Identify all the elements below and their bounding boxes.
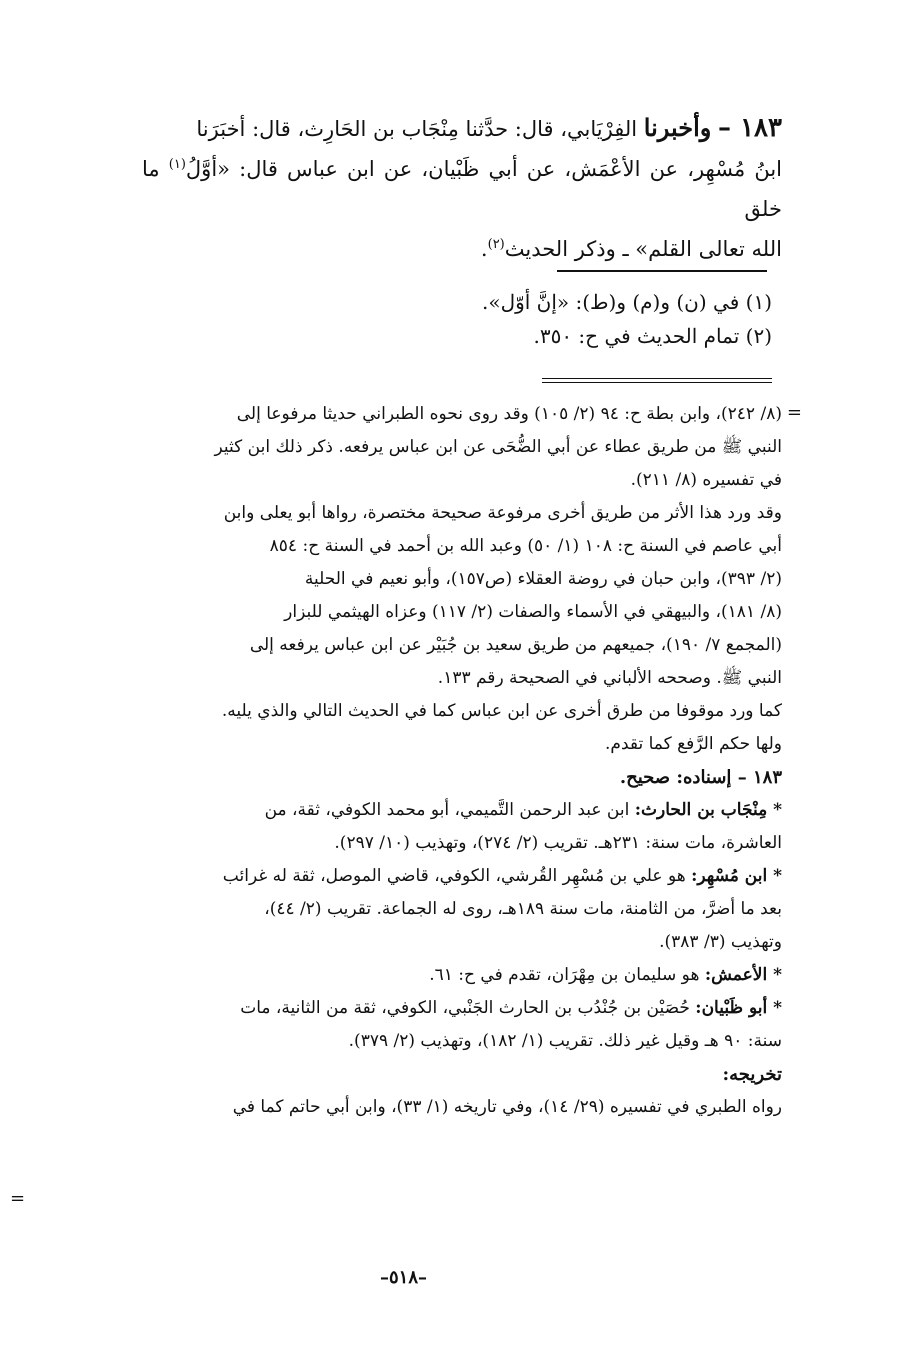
narrator-text: سنة: ٩٠ هـ وقيل غير ذلك. تقريب (١/ ١٨٢)، وتهذيب (٢/ ٣٧٩). bbox=[348, 1031, 782, 1051]
footnote-1-text: في (ن) و(م) و(ط): «إنَّ أوّل». bbox=[481, 290, 740, 314]
page-number: –٥١٨– bbox=[380, 1267, 428, 1288]
takhrij-heading: تخريجه: bbox=[722, 1064, 782, 1085]
narrator-text: حُصَيْن بن جُنْدُب بن الحارث الجَنْبي، الكوفي، ثقة من الثانية، مات bbox=[240, 998, 690, 1018]
narrator-entry bbox=[92, 860, 782, 893]
footnote-ref-2[interactable]: (٢) bbox=[487, 237, 505, 252]
hadith-line-2-end: ما خلق bbox=[142, 157, 782, 221]
hadith-line-3 bbox=[142, 229, 782, 269]
narrator-text: هو علي بن مُسْهِر القُرشي، الكوفي، قاضي الموصل، ثقة له غرائب bbox=[222, 866, 686, 886]
hadith-text bbox=[142, 108, 782, 269]
footnote-1 bbox=[172, 285, 772, 319]
commentary bbox=[92, 398, 782, 1124]
commentary-line: كما ورد موقوفا من طرق أخرى عن ابن عباس كما في الحديث التالي والذي يليه. bbox=[221, 701, 782, 721]
narrator-text: هو سليمان بن مِهْرَان، تقدم في ح: ٦١. bbox=[429, 965, 700, 985]
commentary-line: في تفسيره (٨/ ٢١١). bbox=[630, 470, 782, 490]
commentary-line: وقد ورد هذا الأثر من طريق أخرى مرفوعة صحيحة مختصرة، رواها أبو يعلى وابن bbox=[223, 503, 782, 523]
commentary-line: (٢/ ٣٩٣)، وابن حبان في روضة العقلاء (ص١٥٧)، وأبو نعيم في الحلية bbox=[304, 569, 782, 589]
hadith-line-2-text: ابنُ مُسْهِر، عن الأعْمَش، عن أبي ظَبْيان، عن ابن عباس قال: «أوَّلُ bbox=[185, 157, 782, 181]
isnad-heading: ١٨٣ – إسناده: صحيح. bbox=[619, 767, 782, 788]
continuation-mark-bottom: = bbox=[10, 1188, 26, 1209]
continuation-mark-top: = bbox=[786, 402, 802, 423]
footnote-1-marker: (١) bbox=[745, 290, 772, 314]
footnote-2 bbox=[172, 319, 772, 353]
narrator-entry bbox=[92, 992, 782, 1025]
narrator-text: العاشرة، مات سنة: ٢٣١هـ. تقريب (٢/ ٢٧٤)، وتهذيب (١٠/ ٢٩٧). bbox=[334, 833, 782, 853]
takhrij-text: رواه الطبري في تفسيره (٢٩/ ١٤)، وفي تاريخه (١/ ٣٣)، وابن أبي حاتم كما في bbox=[232, 1097, 782, 1117]
commentary-line: النبي ﷺ. وصححه الألباني في الصحيحة رقم ١٣٣. bbox=[437, 668, 782, 688]
hadith-line-3-end: . bbox=[480, 237, 488, 261]
commentary-line: ولها حكم الرَّفع كما تقدم. bbox=[605, 734, 782, 754]
hadith-line-3-text: الله تعالى القلم» ـ وذكر الحديث bbox=[504, 237, 782, 261]
hadith-lead-word: وأخبرنا bbox=[643, 113, 712, 142]
narrator-name: * الأعمش: bbox=[704, 965, 782, 985]
commentary-separator bbox=[542, 378, 772, 383]
commentary-line: النبي ﷺ من طريق عطاء عن أبي الضُّحَى عن ابن عباس يرفعه. ذكر ذلك ابن كثير bbox=[214, 437, 782, 457]
hadith-line-2 bbox=[142, 149, 782, 229]
hadith-line-1 bbox=[142, 108, 782, 149]
commentary-line: (٨/ ٢٤٢)، وابن بطة ح: ٩٤ (٢/ ١٠٥) وقد روى نحوه الطبراني حديثا مرفوعا إلى bbox=[236, 404, 782, 424]
narrator-text: ابن عبد الرحمن التَّميمي، أبو محمد الكوفي، ثقة، من bbox=[264, 800, 630, 820]
footnote-separator bbox=[557, 270, 767, 272]
commentary-line: (٨/ ١٨١)، والبيهقي في الأسماء والصفات (٢/ ١١٧) وعزاه الهيثمي للبزار bbox=[284, 602, 782, 622]
commentary-line: (المجمع ٧/ ١٩٠)، جميعهم من طريق سعيد بن جُبَيْر عن ابن عباس يرفعه إلى bbox=[249, 635, 782, 655]
footnote-ref-1[interactable]: (١) bbox=[168, 157, 186, 172]
footnote-2-text: تمام الحديث في ح: ٣٥٠. bbox=[533, 324, 740, 348]
narrator-name: * ابن مُسْهِر: bbox=[691, 866, 782, 886]
hadith-number: ١٨٣ – bbox=[718, 113, 782, 143]
footnotes bbox=[172, 285, 772, 353]
narrator-text: بعد ما أضرَّ، من الثامنة، مات سنة ١٨٩هـ، روى له الجماعة. تقريب (٢/ ٤٤)، bbox=[264, 899, 782, 919]
narrator-entry bbox=[92, 959, 782, 992]
commentary-line: أبي عاصم في السنة ح: ١٠٨ (١/ ٥٠) وعبد الله بن أحمد في السنة ح: ٨٥٤ bbox=[269, 536, 782, 556]
hadith-line-1-rest: الفِرْيَابي، قال: حدَّثنا مِنْجَاب بن الحَارِث، قال: أخبَرَنا bbox=[196, 117, 638, 141]
footnote-2-marker: (٢) bbox=[745, 324, 772, 348]
narrator-name: * مِنْجَاب بن الحارث: bbox=[634, 800, 782, 820]
narrator-text: وتهذيب (٣/ ٣٨٣). bbox=[659, 932, 782, 952]
narrator-entry bbox=[92, 794, 782, 827]
narrator-name: * أبو ظَبْيان: bbox=[695, 998, 782, 1018]
